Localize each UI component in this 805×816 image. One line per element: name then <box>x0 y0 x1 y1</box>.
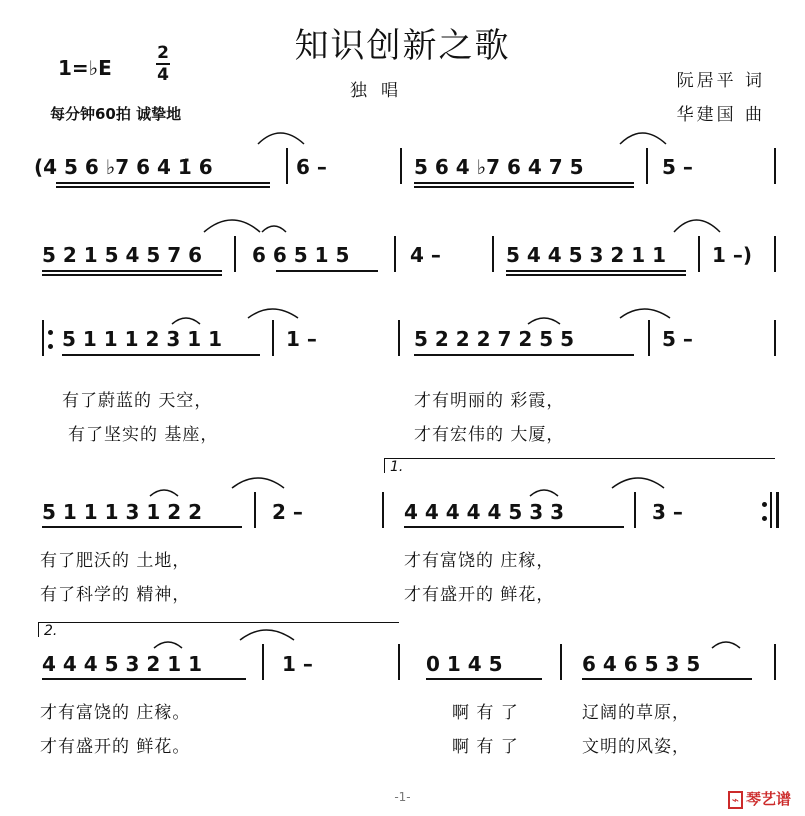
performance-style: 独唱 <box>350 81 412 101</box>
measure: 4 4 4 4 4 5 3 3 <box>404 500 565 524</box>
time-signature-top: 2 <box>157 43 169 63</box>
measure: 5 2 2 2 7 2 5 5 <box>414 327 575 351</box>
slur <box>248 309 298 318</box>
measure: 5 1 1 1 2 3 1 1 <box>62 327 223 351</box>
measure: 6 6 5 1 5 <box>252 243 350 267</box>
measure: 1 –) <box>712 243 753 267</box>
measure: 5 4 4 5 3 2 1 1 <box>506 243 667 267</box>
slur <box>262 226 286 232</box>
slur <box>154 642 182 648</box>
logo-icon: ⌁ <box>728 791 743 809</box>
volta-label: 1. <box>390 459 404 475</box>
slur <box>530 490 558 496</box>
measure: 1 – <box>282 652 313 676</box>
volta-label: 2. <box>44 623 58 639</box>
measure: 2 – <box>272 500 303 524</box>
measure: 5 – <box>662 327 693 351</box>
lyric-verse-1: 啊 有 了 <box>452 703 519 723</box>
key-signature: 1=♭E <box>58 56 112 80</box>
composer-credit: 华建国 曲 <box>676 105 765 125</box>
measure: 5 2 1 5 4 5 7 6 <box>42 243 203 267</box>
slur <box>240 630 294 640</box>
lyric-verse-2: 有了坚实的 基座， <box>68 425 219 445</box>
song-title: 知识创新之歌 <box>294 26 511 66</box>
lyric-verse-2: 才有盛开的 鲜花。 <box>40 737 191 757</box>
slur <box>674 220 720 232</box>
lyric-verse-1: 才有富饶的 庄稼。 <box>40 703 191 723</box>
slur <box>204 220 260 232</box>
measure: 5 – <box>662 155 693 179</box>
measure: 5 6 4 ♭7 6 4 7 5 <box>414 155 584 179</box>
slur <box>620 133 666 144</box>
slur <box>712 642 740 648</box>
measure: 4 4 4 5 3 2 1 1 <box>42 652 203 676</box>
measure: 0 1 4 5 <box>426 652 503 676</box>
lyricist-credit: 阮居平 词 <box>676 71 765 91</box>
slur <box>612 478 664 488</box>
measure: 1 – <box>286 327 317 351</box>
page-number: -1- <box>394 790 411 804</box>
lyric-verse-2: 有了科学的 精神， <box>40 585 191 605</box>
time-signature-bottom: 4 <box>157 65 169 85</box>
watermark-logo <box>728 788 791 809</box>
slur <box>258 133 304 144</box>
lyric-verse-1: 有了蔚蓝的 天空， <box>62 391 213 411</box>
slur <box>172 318 200 324</box>
slur <box>150 490 178 496</box>
lyric-verse-1: 有了肥沃的 土地， <box>40 551 191 571</box>
watermark-text: 琴艺谱 <box>745 790 791 808</box>
slur <box>620 309 670 318</box>
lyric-verse-1: 才有富饶的 庄稼， <box>404 551 555 571</box>
slur <box>528 318 560 324</box>
lyric-verse-2: 文明的风姿， <box>582 737 690 757</box>
lyric-verse-2: 才有盛开的 鲜花， <box>404 585 555 605</box>
tempo-marking: 每分钟60拍 诚挚地 <box>50 105 182 123</box>
measure: 3 – <box>652 500 683 524</box>
lyric-verse-2: 啊 有 了 <box>452 737 519 757</box>
measure: 6 4 6 5 3 5 <box>582 652 701 676</box>
lyric-verse-1: 才有明丽的 彩霞， <box>414 391 565 411</box>
measure: (4 5 6 ♭7 6 4 1̇ 6 <box>34 155 213 179</box>
lyric-verse-1: 辽阔的草原， <box>582 703 690 723</box>
measure: 5 1 1 1 3 1 2 2 <box>42 500 203 524</box>
measure: 4 – <box>410 243 441 267</box>
measure: 6 – <box>296 155 327 179</box>
slur <box>232 478 284 488</box>
lyric-verse-2: 才有宏伟的 大厦， <box>414 425 565 445</box>
